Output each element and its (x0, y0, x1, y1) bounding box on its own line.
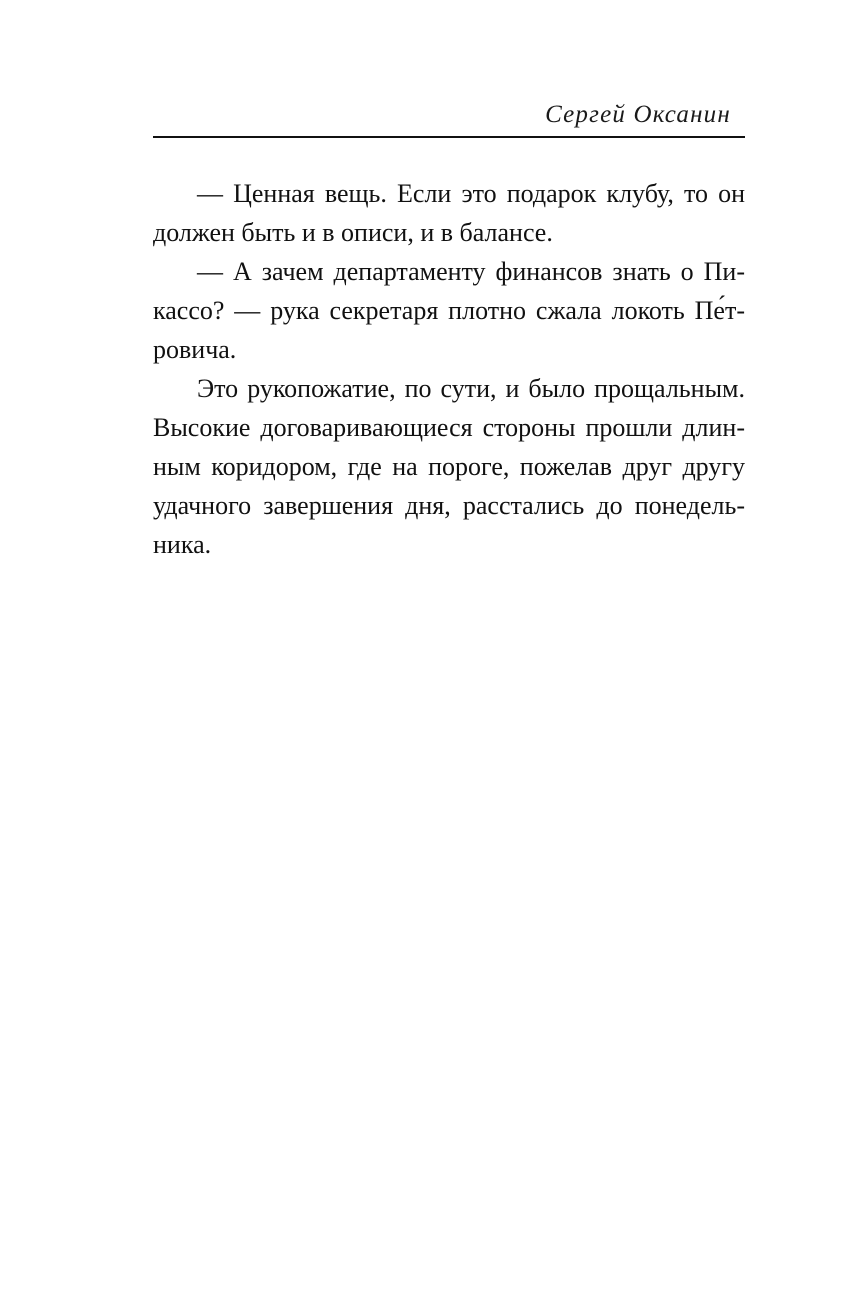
text-line: — Ценная вещь. Если это подарок клубу, то он (197, 179, 745, 208)
text-line: кассо? — рука секретаря плотно сжала локоть Пе́т- (153, 296, 745, 325)
header-divider (153, 136, 745, 138)
text-line: должен быть и в описи, и в балансе. (153, 218, 553, 247)
text-line: — А зачем департаменту финансов знать о Пи- (197, 257, 745, 286)
author-name: Сергей Оксанин (545, 101, 731, 128)
text-line: ровича. (153, 335, 237, 364)
running-header (153, 98, 745, 132)
text-line: ника. (153, 530, 212, 559)
text-line: Это рукопожатие, по сути, и было прощальным. (197, 374, 745, 403)
text-line: ным коридором, где на пороге, пожелав друг другу (153, 452, 745, 481)
text-line: удачного завершения дня, расстались до понедель- (153, 491, 745, 520)
body-text (153, 174, 745, 564)
text-line: Высокие договаривающиеся стороны прошли длин- (153, 413, 745, 442)
